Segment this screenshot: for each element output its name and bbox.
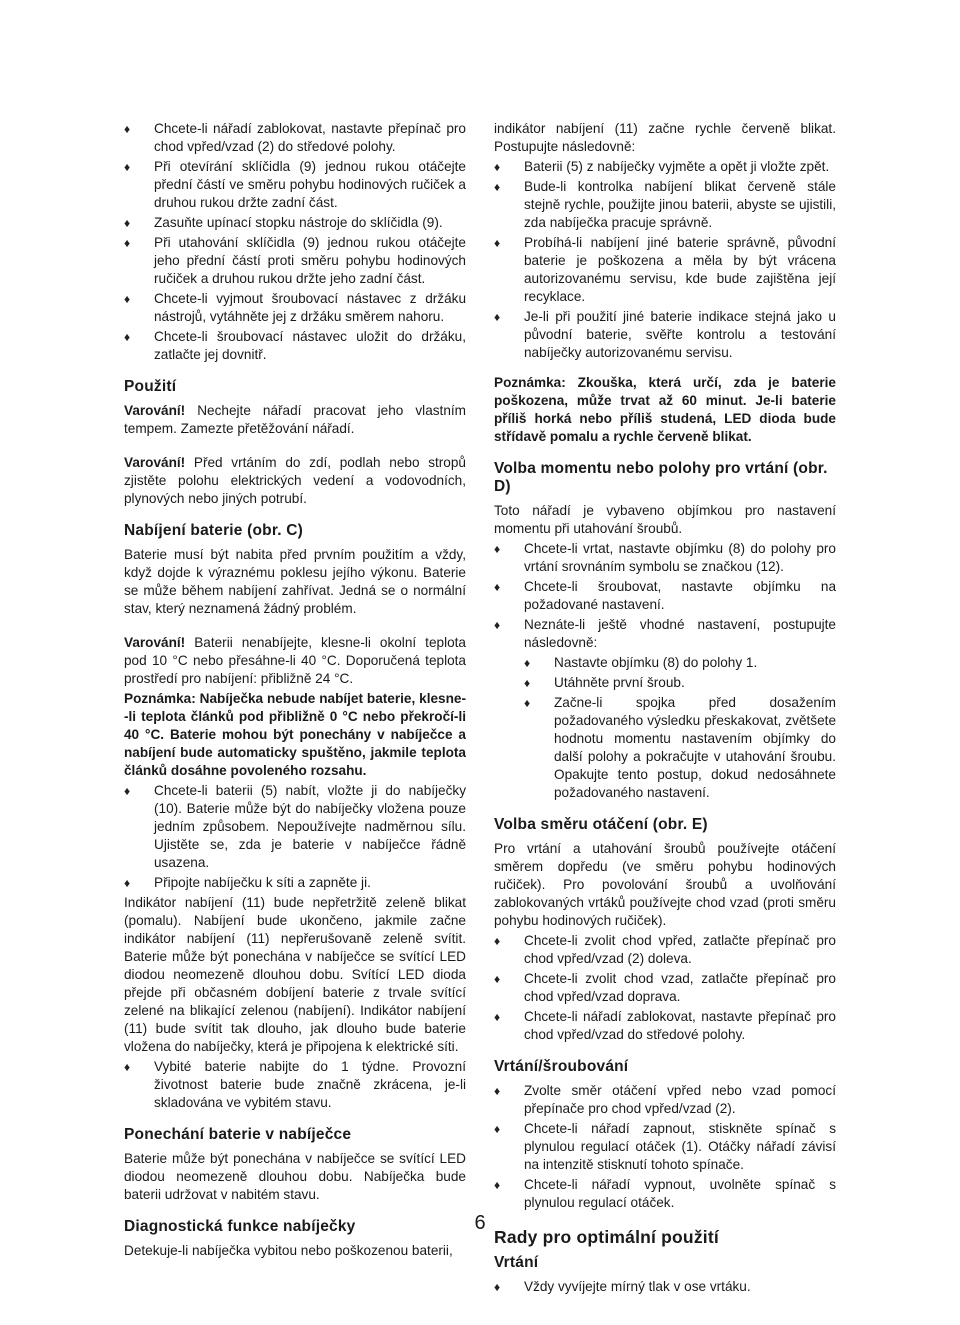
- list-item: ♦ Chcete-li nářadí zablokovat, nastavte přepínač pro chod vpřed/vzad (2) do středové polohy.: [124, 120, 466, 156]
- vrtani-bullet-list: [494, 1278, 836, 1296]
- list-item: ♦ Vždy vyvíjejte mírný tlak v ose vrtáku.: [494, 1278, 836, 1296]
- left-column: [124, 120, 466, 1262]
- empty-battery-bullet-list: [124, 1058, 466, 1112]
- warning-paragraph: [124, 454, 466, 508]
- section-heading-leaving: Ponechání baterie v nabíječce: [124, 1126, 352, 1143]
- list-item: ♦ Bude-li kontrolka nabíjení blikat červeně stále stejně rychle, použijte jinou baterii, abyste se ujistili, zda nabíječka pracuje správně.: [494, 178, 836, 232]
- warning-text: Nechejte nářadí pracovat jeho vlastním tempem. Zamezte přetěžování nářadí.: [124, 403, 466, 436]
- list-item: ♦ Začne-li spojka před dosažením požadovaného výsledku přeskakovat, zvětšete hodnotu momentu nastavením objímky do další polohy a pokračujte v utahování šroubu. Opakujte tento postup, dokud nedosáhnete požadovaného nastavení.: [524, 694, 836, 802]
- diagnostic-paragraph: Detekuje-li nabíječka vybitou nebo poškozenou baterii,: [124, 1243, 453, 1258]
- section-heading-charging: Nabíjení baterie (obr. C): [124, 522, 303, 539]
- section-heading-tips: Rady pro optimální použití: [494, 1227, 719, 1247]
- section-heading-pouziti: Použití: [124, 378, 177, 395]
- list-item: ♦ Chcete-li nářadí zapnout, stiskněte spínač s plynulou regulací otáček (1). Otáčky nářadí závisí na intenzitě stisknutí tohoto spínače.: [494, 1120, 836, 1174]
- list-item: ♦ Zvolte směr otáčení vpřed nebo vzad pomocí přepínače pro chod vpřed/vzad (2).: [494, 1082, 836, 1118]
- list-item: ♦ Nastavte objímku (8) do polohy 1.: [524, 654, 836, 672]
- list-item: ♦ Probíhá-li nabíjení jiné baterie správně, původní baterie je poškozena a měla by být vrácena autorizovanému servisu, kde bude zajištěna její recyklace.: [494, 234, 836, 306]
- warning-label: Varování!: [124, 635, 186, 650]
- warning-paragraph: [124, 634, 466, 688]
- warning-text: Před vrtáním do zdí, podlah nebo stropů zjistěte polohu elektrických vedení a vodovodních, plynových nebo jiných potrubí.: [124, 455, 466, 506]
- list-item: ♦ Chcete-li nářadí zablokovat, nastavte přepínač pro chod vpřed/vzad do středové polohy.: [494, 1008, 836, 1044]
- list-item: ♦ Neznáte-li ještě vhodné nastavení, postupujte následovně:: [494, 616, 836, 652]
- warning-label: Varování!: [124, 403, 186, 418]
- drilling-bullet-list: [494, 1082, 836, 1212]
- section-heading-vrtani: Vrtání: [494, 1254, 539, 1271]
- charging-paragraph: Baterie musí být nabita před prvním použitím a vždy, když dojde k výraznému poklesu jejího výkonu. Baterie se může během nabíjení zahřívat. Jedná se o normální stav, který neznamená žádný problém.: [124, 547, 466, 616]
- list-item: ♦ Vybité baterie nabijte do 1 týdne. Provozní životnost baterie bude značně zkrácena, je-li skladována ve vybitém stavu.: [124, 1058, 466, 1112]
- section-heading-direction: Volba směru otáčení (obr. E): [494, 816, 708, 833]
- list-item: ♦ Při utahování sklíčidla (9) jednou rukou otáčejte jeho přední částí proti směru pohybu hodinových ručiček a druhou rukou držte jeho zadní část.: [124, 234, 466, 288]
- intro-bullet-list: [124, 120, 466, 364]
- warning-label: Varování!: [124, 455, 186, 470]
- torque-sub-bullet-list: [494, 654, 836, 802]
- warning-text: Baterii nenabíjejte, klesne-li okolní teplota pod 10 °C nebo přesáhne-li 40 °C. Doporučená teplota prostředí pro nabíjení: přibližně 24 °C.: [124, 635, 466, 686]
- list-item: ♦ Je-li při použití jiné baterie indikace stejná jako u původní baterie, svěřte kontrolu a testování nabíječky autorizovanému servisu.: [494, 308, 836, 362]
- diagnostic-note: Poznámka: Zkouška, která určí, zda je baterie poškozena, může trvat až 60 minut. Je-li baterie příliš horká nebo příliš studená, LED dioda bude střídavě pomalu a rychle červeně blikat.: [494, 375, 836, 444]
- section-heading-diagnostic: Diagnostická funkce nabíječky: [124, 1218, 356, 1235]
- list-item: ♦ Zasuňte upínací stopku nástroje do sklíčidla (9).: [124, 214, 466, 232]
- charging-bullet-list: [124, 782, 466, 892]
- note-paragraph: Poznámka: Nabíječka nebude nabíjet baterie, klesne- -li teplota článků pod přibližně 0 °C nebo překročí-li 40 °C. Baterie mohou být ponechány v nabíječce a nabíjení bude automaticky spuštěno, jakmile teplota článků dosáhne povoleného rozsahu.: [124, 691, 466, 778]
- leaving-paragraph: Baterie může být ponechána v nabíječce se svítící LED diodou neomezeně dlouhou dobu. Nabíječka bude baterii udržovat v nabitém stavu.: [124, 1151, 466, 1202]
- list-item: ♦ Utáhněte první šroub.: [524, 674, 836, 692]
- list-item: ♦ Chcete-li baterii (5) nabít, vložte ji do nabíječky (10). Baterie může být do nabíječky vložena pouze jedním způsobem. Nepoužívejte nadměrnou sílu. Ujistěte se, zda je baterie v nabíječce řádně usazena.: [124, 782, 466, 872]
- diagnostic-continued-paragraph: indikátor nabíjení (11) začne rychle červeně blikat. Postupujte následovně:: [494, 121, 836, 154]
- list-item: ♦ Chcete-li zvolit chod vpřed, zatlačte přepínač pro chod vpřed/vzad (2) doleva.: [494, 932, 836, 968]
- torque-bullet-list: [494, 540, 836, 652]
- warning-paragraph: [124, 402, 466, 438]
- diagnostic-bullet-list: [494, 158, 836, 362]
- right-column: [494, 120, 836, 1298]
- list-item: ♦ Chcete-li vyjmout šroubovací nástavec z držáku nástrojů, vytáhněte jej z držáku směrem nahoru.: [124, 290, 466, 326]
- list-item: ♦ Chcete-li šroubovat, nastavte objímku na požadované nastavení.: [494, 578, 836, 614]
- list-item: ♦ Při otevírání sklíčidla (9) jednou rukou otáčejte přední částí ve směru pohybu hodinových ručiček a druhou rukou držte zadní část.: [124, 158, 466, 212]
- list-item: ♦ Chcete-li nářadí vypnout, uvolněte spínač s plynulou regulací otáček.: [494, 1176, 836, 1212]
- indicator-paragraph: Indikátor nabíjení (11) bude nepřetržitě zeleně blikat (pomalu). Nabíjení bude ukončeno, jakmile začne indikátor nabíjení (11) nepřerušovaně zeleně svítit. Baterie může být ponechána v nabíječce se svítící LED diodou neomezeně dlouhou dobu. Svítící LED dioda přejde při občasném dobíjení baterie z trvale svítící zelené na blikající zelenou (nabíjení). Indikátor nabíjení (11) bude svítit tak dlouho, jak dlouho bude baterie vložena do nabíječky, která je připojena k elektrické síti.: [124, 895, 466, 1054]
- section-heading-drilling: Vrtání/šroubování: [494, 1058, 629, 1075]
- list-item: ♦ Baterii (5) z nabíječky vyjměte a opět ji vložte zpět.: [494, 158, 836, 176]
- direction-bullet-list: [494, 932, 836, 1044]
- list-item: ♦ Chcete-li šroubovací nástavec uložit do držáku, zatlačte jej dovnitř.: [124, 328, 466, 364]
- list-item: ♦ Chcete-li vrtat, nastavte objímku (8) do polohy pro vrtání srovnáním symbolu se značkou (12).: [494, 540, 836, 576]
- direction-paragraph: Pro vrtání a utahování šroubů používejte otáčení směrem dopředu (ve směru pohybu hodinových ručiček). Pro povolování šroubů a uvolňování zablokovaných vrtáků používejte chod vzad (proti směru pohybu hodinových ručiček).: [494, 841, 836, 928]
- list-item: ♦ Připojte nabíječku k síti a zapněte ji.: [124, 874, 466, 892]
- section-heading-torque: Volba momentu nebo polohy pro vrtání (obr. D): [494, 460, 828, 495]
- torque-paragraph: Toto nářadí je vybaveno objímkou pro nastavení momentu při utahování šroubů.: [494, 503, 836, 536]
- list-item: ♦ Chcete-li zvolit chod vzad, zatlačte přepínač pro chod vpřed/vzad doprava.: [494, 970, 836, 1006]
- page-number: 6: [474, 1212, 486, 1234]
